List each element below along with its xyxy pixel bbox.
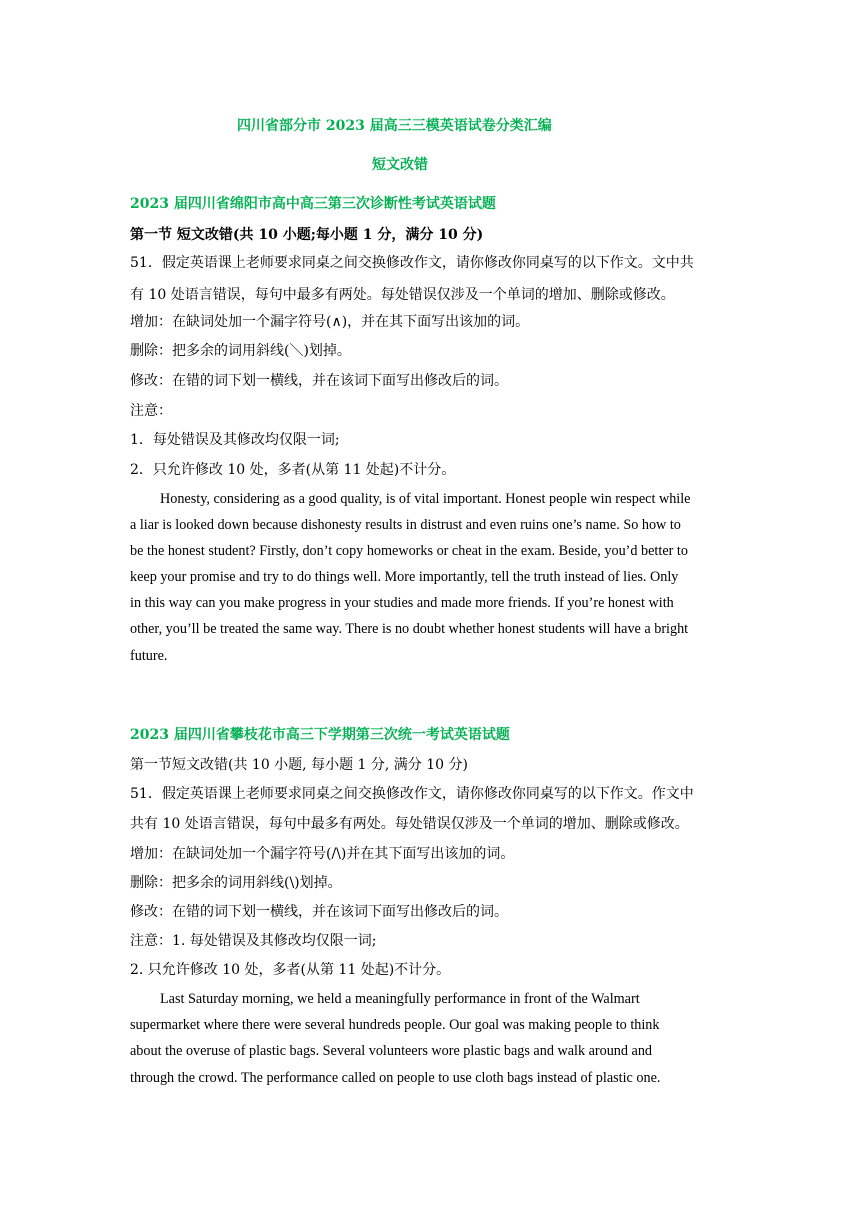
section1-modify-instruction: 修改：在错的词下划一横线，并在该词下面写出修改后的词。 [130,373,508,389]
section1-note-2: 2．只允许修改 10 处，多者(从第 11 处起)不计分。 [130,462,456,478]
section1-delete-instruction: 删除：把多余的词用斜线(＼)划掉。 [130,343,351,359]
section1-passage-line: in this way can you make progress in your studies and made more friends. If you’re honest with [130,595,674,611]
document-title: 四川省部分市 2023 届高三三模英语试卷分类汇编 [237,118,552,134]
section1-passage-line: keep your promise and try to do things well. More importantly, tell the truth instead of lies. Only [130,569,679,585]
section2-add-instruction: 增加：在缺词处加一个漏字符号(/\)并在其下面写出该加的词。 [130,846,515,862]
section1-question-line-2: 有 10 处语言错误，每句中最多有两处。每处错误仅涉及一个单词的增加、删除或修改。 [130,287,675,303]
section1-add-instruction: 增加：在缺词处加一个漏字符号(∧)，并在其下面写出该加的词。 [130,314,530,330]
section1-note-label: 注意： [130,403,172,419]
section2-note-1: 注意：1. 每处错误及其修改均仅限一词; [130,933,377,949]
section2-modify-instruction: 修改：在错的词下划一横线，并在该词下面写出修改后的词。 [130,904,508,920]
section2-passage-line: through the crowd. The performance called on people to use cloth bags instead of plastic one. [130,1070,661,1086]
section2-question-line-2: 共有 10 处语言错误，每句中最多有两处。每处错误仅涉及一个单词的增加、删除或修改。 [130,816,689,832]
section2-note-2: 2. 只允许修改 10 处，多者(从第 11 处起)不计分。 [130,962,451,978]
section2-part-title: 第一节短文改错(共 10 小题, 每小题 1 分, 满分 10 分) [130,757,468,773]
section2-passage-line: Last Saturday morning, we held a meaningfully performance in front of the Walmart [160,991,640,1007]
section1-passage-line: be the honest student? Firstly, don’t copy homeworks or cheat in the exam. Beside, you’d better to [130,543,688,559]
section2-delete-instruction: 删除：把多余的词用斜线(\)划掉。 [130,875,342,891]
section2-question-line-1: 51．假定英语课上老师要求同桌之间交换修改作文，请你修改你同桌写的以下作文。作文中 [130,786,694,802]
section1-part-title: 第一节 短文改错(共 10 小题;每小题 1 分，满分 10 分) [130,227,484,243]
section1-passage-line: a liar is looked down because dishonesty results in distrust and even ruins one’s name. So how to [130,517,681,533]
document-subtitle: 短文改错 [372,157,428,173]
section2-passage-line: supermarket where there were several hundreds people. Our goal was making people to think [130,1017,660,1033]
section1-passage-line: other, you’ll be treated the same way. There is no doubt whether honest students will have a bright [130,621,689,637]
section1-note-1: 1．每处错误及其修改均仅限一词; [130,432,340,448]
section1-heading: 2023 届四川省绵阳市高中高三第三次诊断性考试英语试题 [130,196,496,212]
section1-passage-line: future. [130,648,168,664]
section2-heading: 2023 届四川省攀枝花市高三下学期第三次统一考试英语试题 [130,727,510,743]
section1-passage-line: Honesty, considering as a good quality, is of vital important. Honest people win respect while [160,491,691,507]
section1-question-line-1: 51．假定英语课上老师要求同桌之间交换修改作文，请你修改你同桌写的以下作文。文中共 [130,255,694,271]
section2-passage-line: about the overuse of plastic bags. Several volunteers wore plastic bags and walk around and [130,1043,653,1059]
